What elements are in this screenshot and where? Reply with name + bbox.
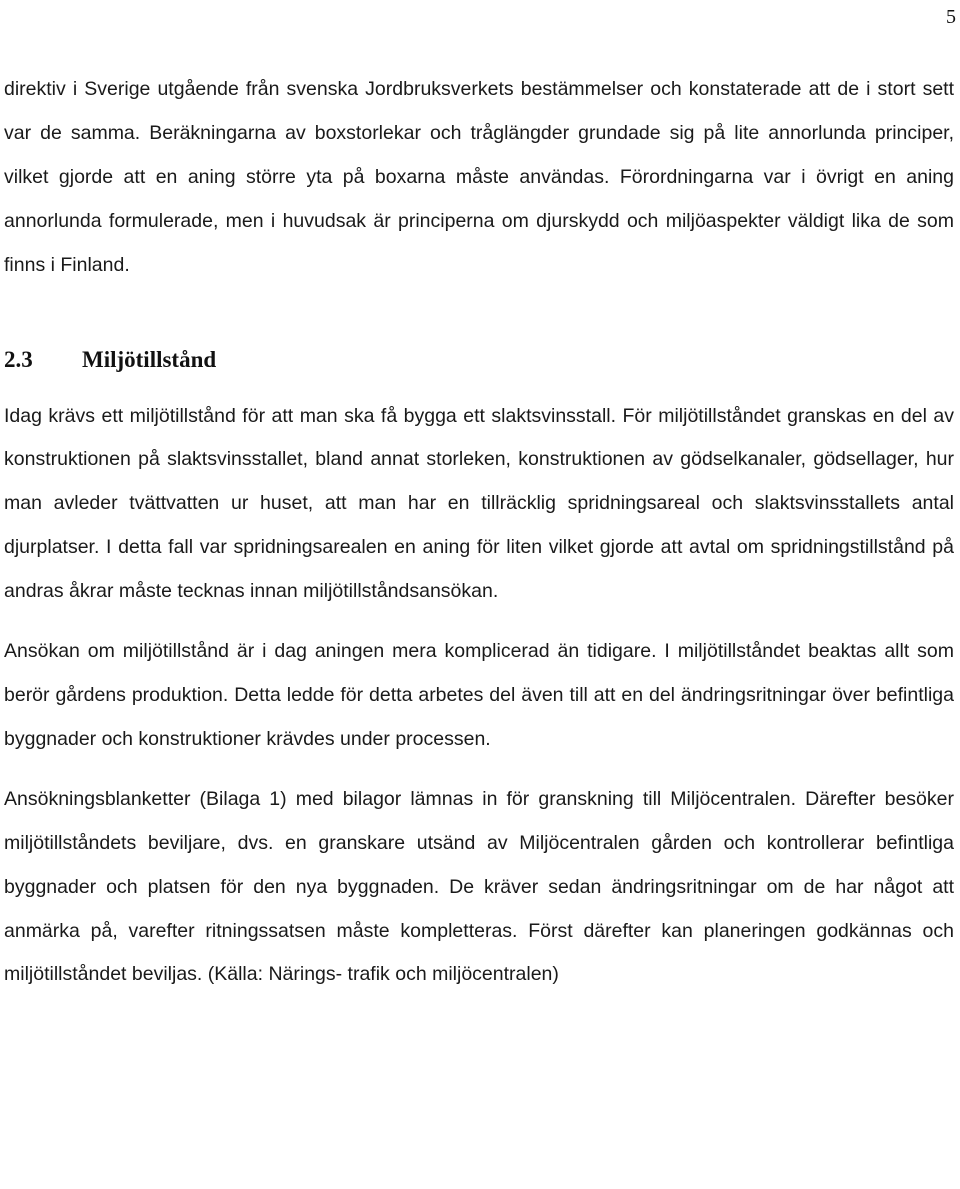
document-body [4,68,954,997]
intro-paragraph: direktiv i Sverige utgående från svenska Jordbruksverkets bestämmelser och konstaterade att de i stort sett var de samma. Beräkningarna av boxstorlekar och tråglängder grundade sig på lite annorlunda principer, vilket gjorde att en aning större yta på boxarna måste användas. Förordningarna var i övrigt en aning annorlunda formulerade, men i huvudsak är principerna om djurskydd och miljöaspekter väldigt lika de som finns i Finland. [4,78,954,276]
page-number: 5 [946,6,956,28]
section-number: 2.3 [4,346,33,372]
section-heading [4,345,954,375]
body-paragraph-3: Ansökningsblanketter (Bilaga 1) med bilagor lämnas in för granskning till Miljöcentralen. Därefter besöker miljötillståndets beviljare, dvs. en granskare utsänd av Miljöcentralen gården och kontrollerar befintliga byggnader och platsen för den nya byggnaden. De kräver sedan ändringsritningar om de har något att anmärka på, varefter ritningssatsen måste kompletteras. Först därefter kan planeringen godkännas och miljötillståndet beviljas. (Källa: Närings- trafik och miljöcentralen) [4,787,954,986]
section-title: Miljötillstånd [82,346,217,372]
body-paragraph-1: Idag krävs ett miljötillstånd för att man ska få bygga ett slaktsvinsstall. För miljötillståndet granskas en del av konstruktionen på slaktsvinsstallet, bland annat storleken, konstruktionen av gödselkanaler, gödsellager, hur man avleder tvättvatten ur huset, att man har en tillräcklig spridningsareal och slaktsvinsstallets antal djurplatser. I detta fall var spridningsarealen en aning för liten vilket gjorde att avtal om spridningstillstånd på andras åkrar måste tecknas innan miljötillståndsansökan. [4,404,954,603]
body-paragraph-2: Ansökan om miljötillstånd är i dag aningen mera komplicerad än tidigare. I miljötillståndet beaktas allt som berör gårdens produktion. Detta ledde för detta arbetes del även till att en del ändringsritningar över befintliga byggnader och konstruktioner krävdes under processen. [4,640,954,750]
